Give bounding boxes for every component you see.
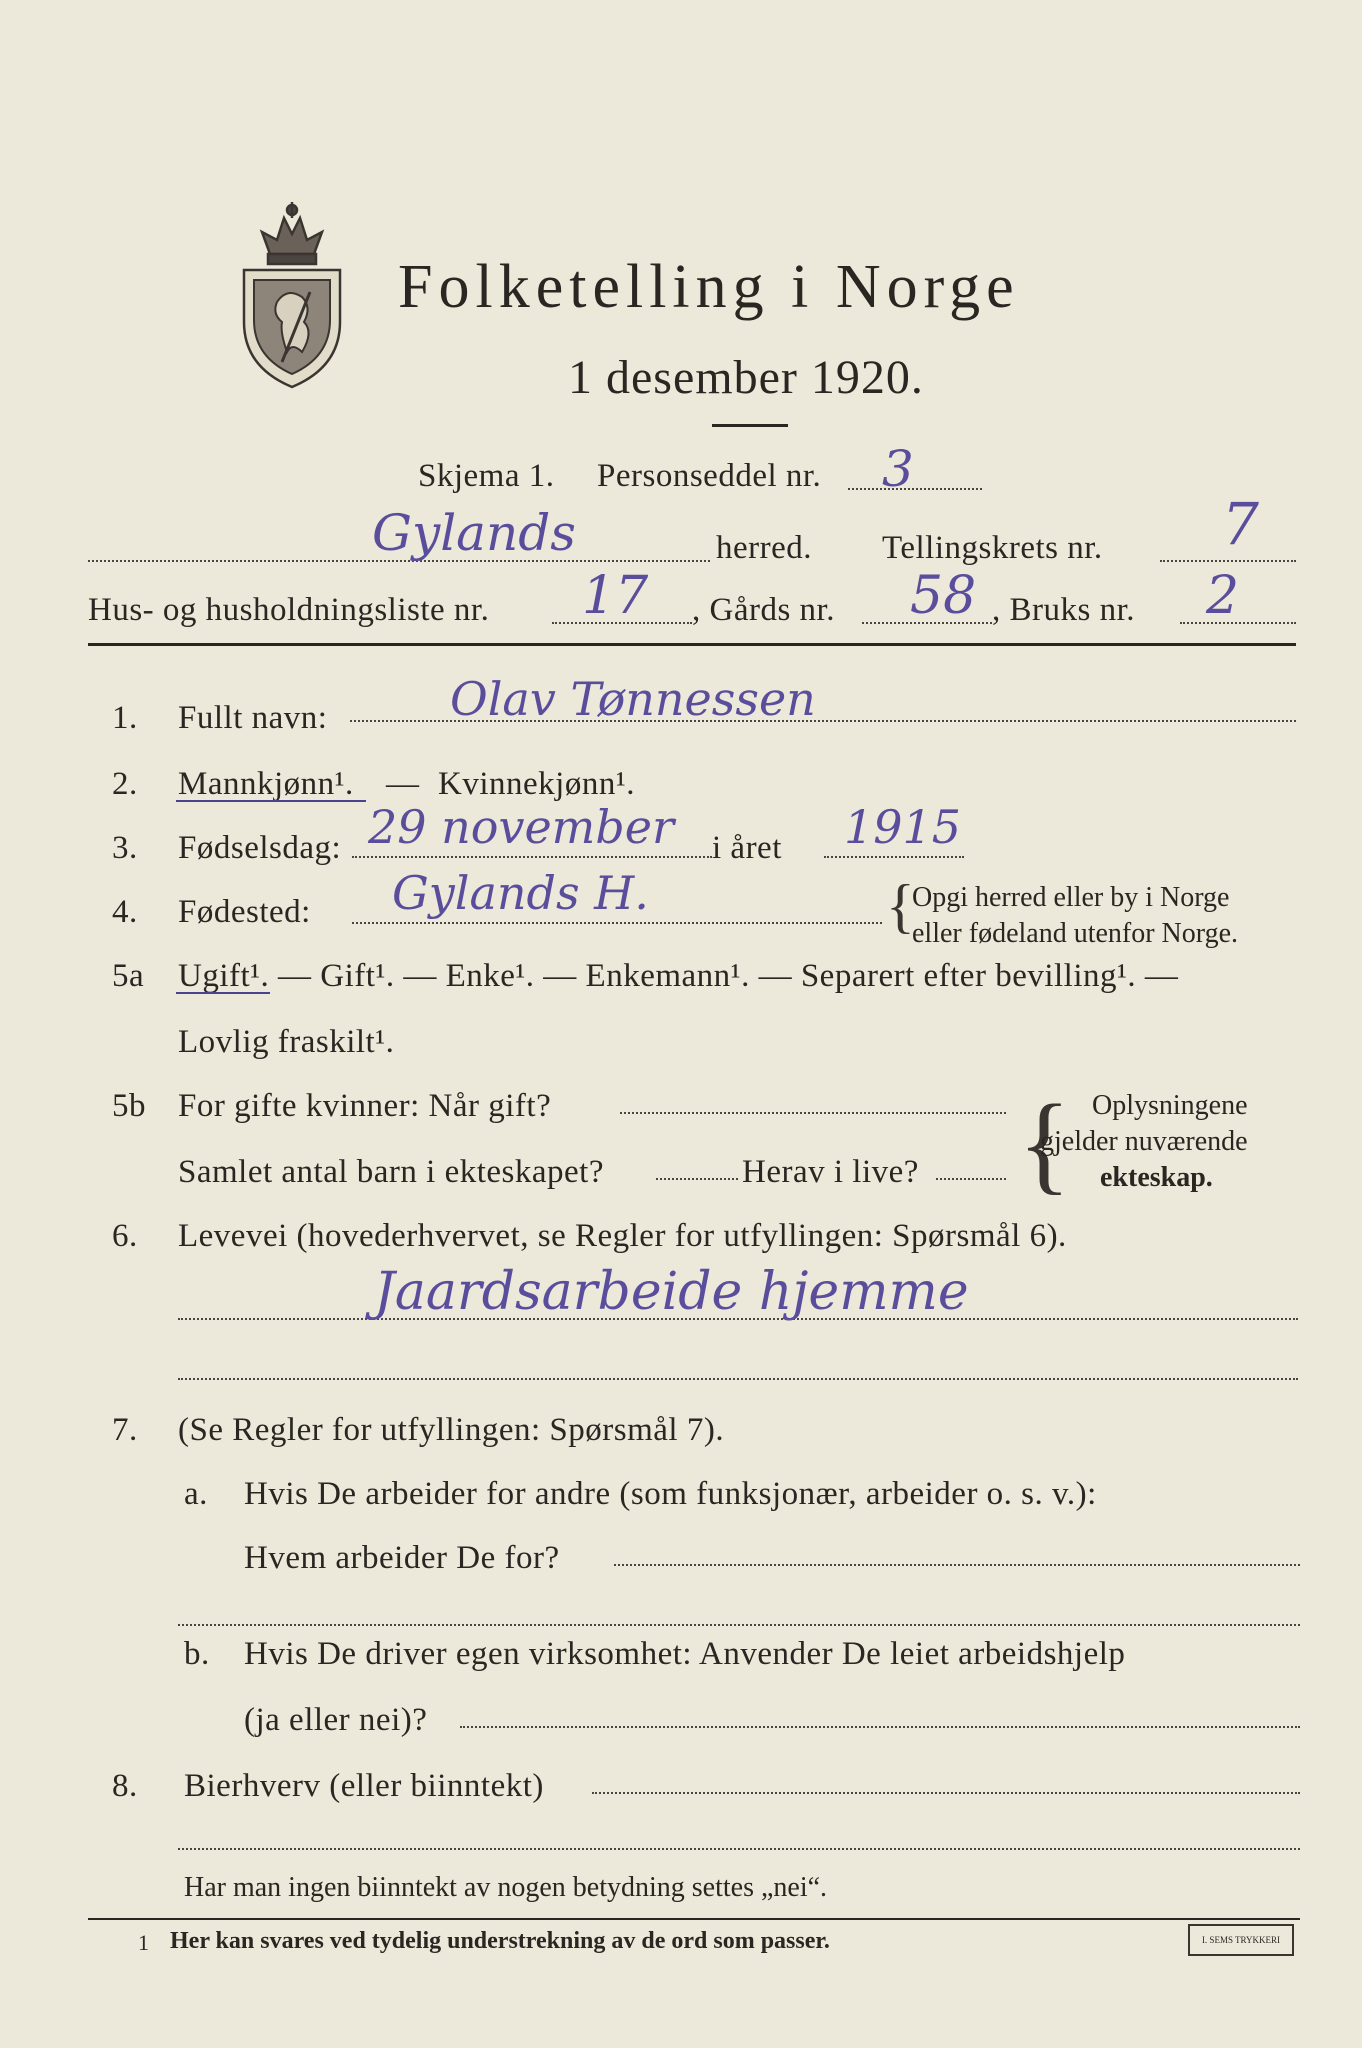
hired-help-field[interactable] bbox=[460, 1726, 1300, 1728]
q4-note-1: Opgi herred eller by i Norge bbox=[912, 882, 1230, 913]
q6-label: Levevei (hovederhvervet, se Regler for utfyllingen: Spørsmål 6). bbox=[178, 1218, 1067, 1254]
q1-number: 1. bbox=[112, 700, 138, 736]
birthday-value[interactable]: 29 november bbox=[368, 800, 674, 854]
q7b-line1: Hvis De driver egen virksomhet: Anvender De leiet arbeidshjelp bbox=[244, 1636, 1126, 1672]
q7a-number: a. bbox=[184, 1476, 208, 1512]
bruks-value[interactable]: 2 bbox=[1206, 566, 1240, 626]
q2-dash: — bbox=[386, 766, 420, 802]
title-divider bbox=[712, 424, 788, 427]
herred-value[interactable]: Gylands bbox=[372, 504, 576, 562]
q5b-note-1: Oplysningene bbox=[1092, 1090, 1248, 1121]
civil-status-options[interactable]: Ugift¹. — Gift¹. — Enke¹. — Enkemann¹. — Separert efter bevilling¹. — bbox=[178, 958, 1179, 994]
tellingskrets-label: Tellingskrets nr. bbox=[882, 530, 1103, 566]
q7-number: 7. bbox=[112, 1412, 138, 1448]
skjema-label: Skjema 1. bbox=[418, 458, 555, 494]
birth-year-value[interactable]: 1915 bbox=[844, 800, 962, 854]
coat-of-arms-icon bbox=[232, 192, 352, 392]
gards-label: , Gårds nr. bbox=[692, 592, 835, 628]
q6-number: 6. bbox=[112, 1218, 138, 1254]
q1-label: Fullt navn: bbox=[178, 700, 328, 736]
q4-note-2: eller fødeland utenfor Norge. bbox=[912, 918, 1239, 949]
birthplace-value[interactable]: Gylands H. bbox=[392, 866, 649, 920]
q7b-line2: (ja eller nei)? bbox=[244, 1702, 428, 1738]
q5b-number: 5b bbox=[112, 1088, 146, 1124]
q7a-line1: Hvis De arbeider for andre (som funksjonær, arbeider o. s. v.): bbox=[244, 1476, 1097, 1512]
q5b-alive-label: Herav i live? bbox=[742, 1154, 919, 1190]
employer-field[interactable] bbox=[614, 1564, 1300, 1566]
herred-label: herred. bbox=[716, 530, 813, 566]
occupation-value[interactable]: Jaardsarbeide hjemme bbox=[374, 1262, 969, 1322]
footnote: Her kan svares ved tydelig understrekning av de ord som passer. bbox=[170, 1928, 830, 1954]
q4-number: 4. bbox=[112, 894, 138, 930]
tellingskrets-value[interactable]: 7 bbox=[1222, 490, 1259, 558]
full-name-value[interactable]: Olav Tønnessen bbox=[450, 672, 816, 726]
q8-number: 8. bbox=[112, 1768, 138, 1804]
footer-note: Har man ingen biinntekt av nogen betydning settes „nei“. bbox=[184, 1872, 828, 1903]
bruks-label: , Bruks nr. bbox=[992, 592, 1136, 628]
q5b-line1: For gifte kvinner: Når gift? bbox=[178, 1088, 552, 1124]
mannkjonn-underline bbox=[176, 800, 366, 802]
q7a-line2: Hvem arbeider De for? bbox=[244, 1540, 560, 1576]
mannkjonn-option[interactable]: Mannkjønn¹. bbox=[178, 766, 354, 802]
personseddel-value[interactable]: 3 bbox=[882, 440, 914, 498]
married-when-field[interactable] bbox=[620, 1112, 1006, 1114]
header-rule bbox=[88, 643, 1296, 646]
side-income-field[interactable] bbox=[592, 1792, 1300, 1794]
q8-label: Bierhverv (eller biinntekt) bbox=[184, 1768, 544, 1804]
q7b-number: b. bbox=[184, 1636, 210, 1672]
husliste-label: Hus- og husholdningsliste nr. bbox=[88, 592, 490, 628]
personseddel-label: Personseddel nr. bbox=[597, 458, 822, 494]
q5b-brace: { bbox=[1018, 1082, 1071, 1204]
footnote-number: 1 bbox=[138, 1930, 149, 1955]
printer-stamp: I. SEMS TRYKKERI bbox=[1188, 1924, 1294, 1956]
q4-brace: { bbox=[886, 873, 915, 939]
q2-number: 2. bbox=[112, 766, 138, 802]
q3-number: 3. bbox=[112, 830, 138, 866]
year-label: i året bbox=[712, 830, 782, 866]
gards-value[interactable]: 58 bbox=[910, 566, 977, 626]
children-alive-field[interactable] bbox=[936, 1178, 1006, 1180]
children-count-field[interactable] bbox=[656, 1178, 738, 1180]
husliste-value[interactable]: 17 bbox=[582, 566, 649, 626]
form-title: Folketelling i Norge bbox=[398, 253, 1020, 321]
civil-status-options-2[interactable]: Lovlig fraskilt¹. bbox=[178, 1024, 395, 1060]
q5a-number: 5a bbox=[112, 958, 145, 994]
q7-label: (Se Regler for utfyllingen: Spørsmål 7). bbox=[178, 1412, 725, 1448]
census-date: 1 desember 1920. bbox=[568, 351, 924, 404]
q5b-note-3: ekteskap. bbox=[1100, 1162, 1213, 1193]
kvinnekjonn-option[interactable]: Kvinnekjønn¹. bbox=[438, 766, 635, 802]
q5b-note-2: gjelder nuværende bbox=[1040, 1126, 1248, 1157]
ugift-underline bbox=[176, 992, 270, 994]
q5b-children-label: Samlet antal barn i ekteskapet? bbox=[178, 1154, 605, 1190]
footer-rule bbox=[88, 1918, 1300, 1920]
q3-label: Fødselsdag: bbox=[178, 830, 342, 866]
q4-label: Fødested: bbox=[178, 894, 311, 930]
